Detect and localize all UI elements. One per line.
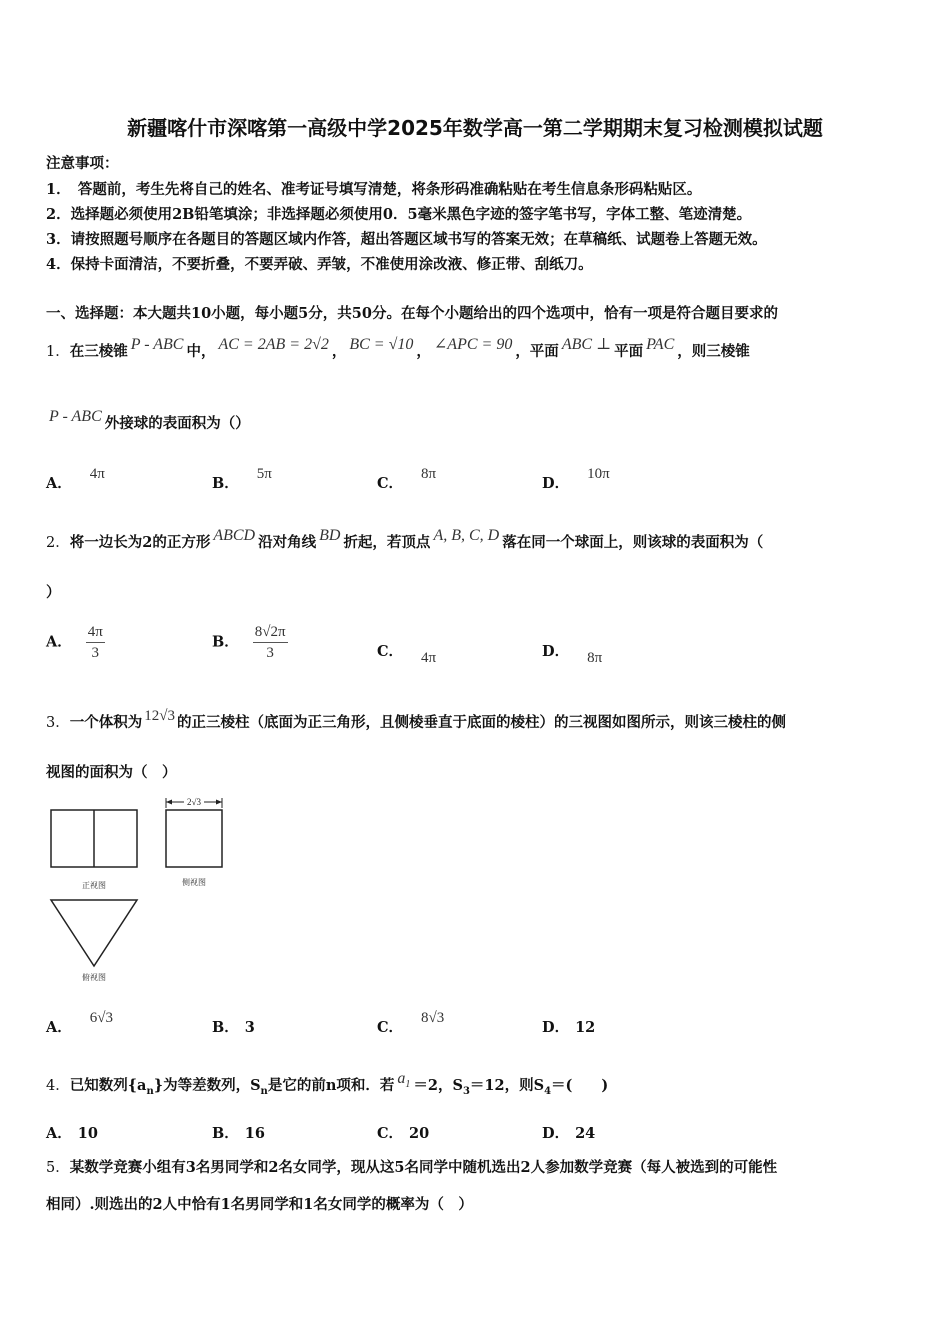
question-3-line-1 (46, 708, 786, 732)
q3-option-a[interactable]: A．6√3 (46, 1010, 113, 1036)
q1-option-b[interactable]: B．5π (212, 466, 272, 492)
top-view-label: 俯视图 (82, 973, 106, 982)
notice-item-1: 1． 答题前，考生先将自己的姓名、准考证号填写清楚，将条形码准确粘贴在考生信息条形码粘贴区。 (46, 181, 702, 198)
q1-text: 平面 (614, 343, 644, 360)
math-expression: PAC (646, 336, 675, 353)
q3-option-b[interactable]: B． 3 (212, 1019, 255, 1036)
q5-text: 某数学竞赛小组有3名男同学和2名女同学，现从这5名同学中随机选出2人参加数学竞赛（每人被选到的可能性 (69, 1159, 778, 1176)
q1-text: ，则三棱锥 (677, 343, 750, 360)
math-expression: BC = √10 (349, 336, 414, 353)
question-number: 1． (46, 344, 70, 360)
math-expression: BD (319, 527, 341, 544)
front-view (51, 810, 137, 890)
question-5-line-2: 相同）.则选出的2人中恰有1名男同学和1名女同学的概率为（ ） (46, 1196, 473, 1213)
side-view (166, 796, 222, 887)
q2-option-a[interactable]: A． $\frac{4\pi}{3}$ (46, 624, 103, 661)
q2-text: 落在同一个球面上，则该球的表面积为（ (502, 534, 764, 551)
q1-option-a[interactable]: A．4π (46, 466, 105, 492)
question-2-line-1 (46, 527, 764, 552)
page-title: 新疆喀什市深喀第一高级中学2025年数学高一第二学期期末复习检测模拟试题 (127, 116, 823, 140)
q3-text: 一个体积为 (69, 714, 143, 731)
side-view-label: 侧视图 (182, 878, 206, 887)
q1-text: 在三棱锥 (69, 343, 128, 360)
q1-option-d[interactable]: D．10π (542, 466, 610, 492)
q4-option-c[interactable]: C． 20 (377, 1125, 430, 1142)
math-expression: $a_1$ (397, 1070, 411, 1091)
q1-option-c[interactable]: C．8π (377, 466, 437, 492)
q1-text: ， (416, 343, 431, 360)
q2-text: 沿对角线 (258, 534, 317, 551)
q3-option-d[interactable]: D． 12 (542, 1019, 596, 1036)
question-number: 2． (46, 535, 70, 551)
q2-text: 将一边长为2的正方形 (69, 534, 211, 551)
question-1-line-1 (46, 336, 750, 361)
math-expression: 12√3 (144, 708, 175, 724)
notice-item-2: 2．选择题必须使用2B铅笔填涂；非选择题必须使用0．5毫米黑色字迹的签字笔书写，字体工整、笔迹清楚。 (46, 206, 752, 223)
q4-option-a[interactable]: A． 10 (46, 1125, 98, 1142)
q3-text: 的正三棱柱（底面为正三角形，且侧棱垂直于底面的棱柱）的三视图如图所示，则该三棱柱的侧 (176, 714, 786, 731)
q2-option-d[interactable]: D． 8π (542, 643, 603, 666)
q4-option-d[interactable]: D． 24 (542, 1125, 596, 1142)
top-view (51, 900, 137, 982)
q2-option-c[interactable]: C． 4π (377, 643, 437, 666)
question-5-line-1 (46, 1156, 777, 1177)
q1-text: ， (331, 343, 347, 360)
section-heading: 一、选择题：本大题共10小题，每小题5分，共50分。在每个小题给出的四个选项中，恰有一项是符合题目要求的 (46, 305, 778, 322)
math-expression: ABC ⊥ (561, 336, 612, 353)
notice-item-3: 3．请按照题号顺序在各题目的答题区域内作答，超出答题区域书写的答案无效；在草稿纸、试题卷上答题无效。 (46, 231, 767, 248)
math-expression: AC = 2AB = 2√2 (218, 336, 329, 353)
q1-text: 中， (186, 343, 216, 360)
question-number: 4． (46, 1078, 70, 1094)
q3-option-c[interactable]: C．8√3 (377, 1010, 445, 1036)
notice-item-4: 4．保持卡面清洁，不要折叠，不要弄破、弄皱，不准使用涂改液、修正带、刮纸刀。 (46, 256, 593, 273)
math-expression: ∠APC = 90 (433, 336, 513, 353)
math-expression: P - ABC (130, 336, 184, 353)
q2-option-b[interactable]: B． $\frac{8√2\pi}{3}$ (212, 624, 286, 661)
question-1-line-2 (46, 408, 250, 433)
question-number: 5． (46, 1160, 70, 1176)
q2-text: 折起，若顶点 (343, 534, 431, 551)
front-view-label: 正视图 (82, 881, 106, 890)
q4-option-b[interactable]: B． 16 (212, 1125, 265, 1142)
question-4-line-1: 4．已知数列$\{a_n\}$为等差数列，$S_n$是它的前n项和．若 $a_1 =2$，$S_3=12$，则$S_4=$( ) (46, 1070, 609, 1097)
math-expression: A, B, C, D (433, 527, 500, 544)
dimension-label: 2√3 (187, 797, 201, 807)
notice-heading: 注意事项： (46, 155, 119, 172)
question-number: 3． (46, 715, 70, 731)
math-expression: P - ABC (49, 408, 102, 425)
question-3-line-2: 视图的面积为（ ） (46, 764, 177, 781)
q1-text: ，平面 (515, 343, 559, 360)
three-view-figure (46, 796, 246, 986)
math-expression: ABCD (213, 527, 256, 544)
question-2-line-2: ） (46, 584, 61, 601)
q1-text: 外接球的表面积为（） (104, 415, 250, 432)
